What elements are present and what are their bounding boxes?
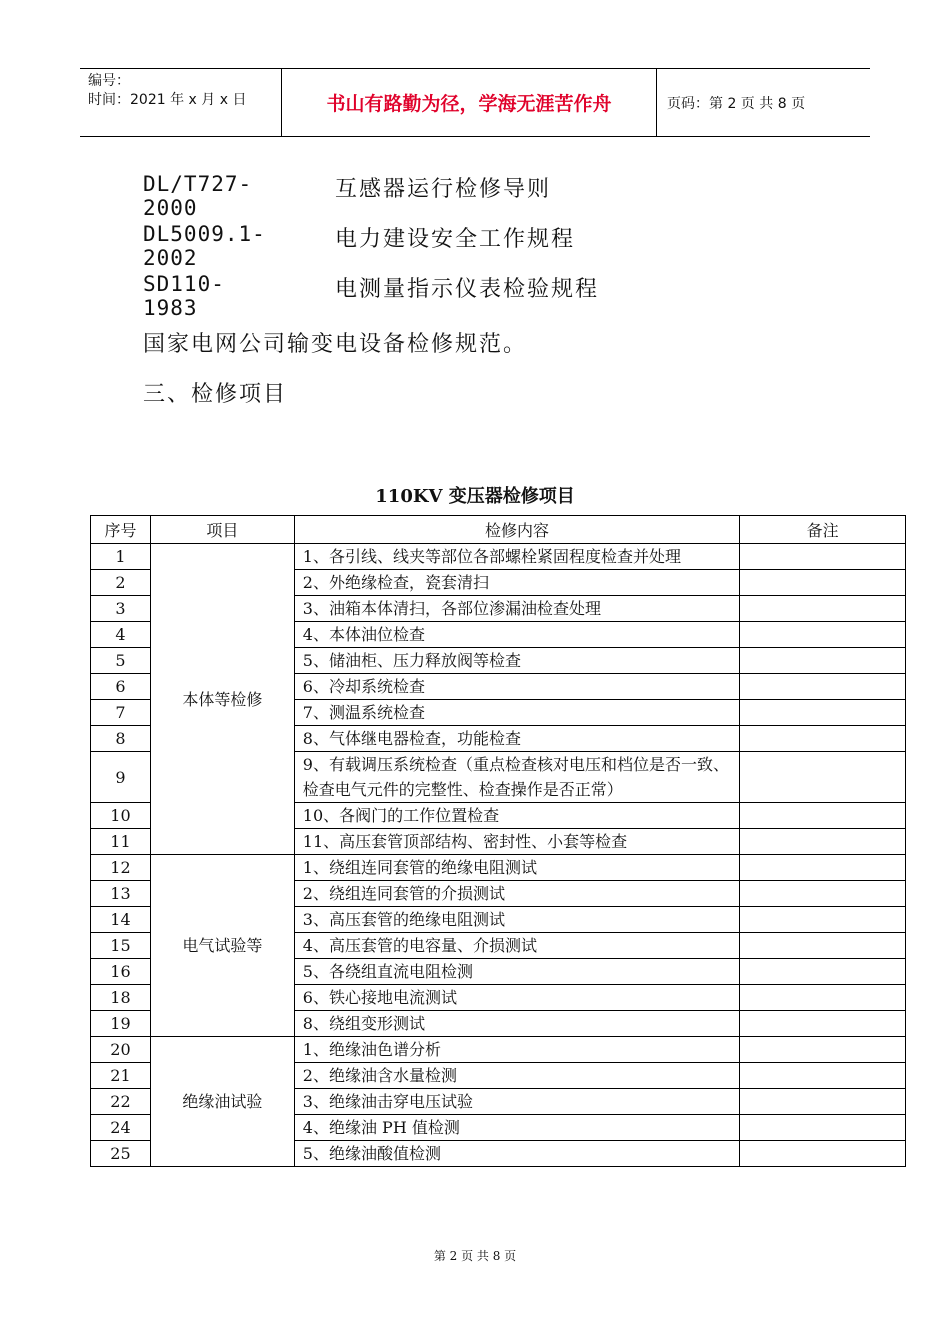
table-row	[91, 1037, 906, 1063]
row-content: 3、绝缘油击穿电压试验	[294, 1089, 739, 1115]
row-number: 16	[91, 959, 151, 985]
reference-code: SD110-1983	[143, 272, 225, 320]
row-number: 10	[91, 803, 151, 829]
header-cell-item: 项目	[150, 516, 294, 544]
row-number: 13	[91, 881, 151, 907]
row-number: 9	[91, 752, 151, 803]
row-content: 2、外绝缘检查，瓷套清扫	[294, 570, 739, 596]
row-number: 25	[91, 1141, 151, 1167]
category-cell: 电气试验等	[150, 855, 294, 1037]
row-content: 6、冷却系统检查	[294, 674, 739, 700]
row-number: 3	[91, 596, 151, 622]
row-number: 4	[91, 622, 151, 648]
row-remark	[740, 1115, 906, 1141]
row-content: 10、各阀门的工作位置检查	[294, 803, 739, 829]
row-content: 1、绝缘油色谱分析	[294, 1037, 739, 1063]
row-number: 14	[91, 907, 151, 933]
row-number: 7	[91, 700, 151, 726]
row-content: 7、测温系统检查	[294, 700, 739, 726]
row-remark	[740, 674, 906, 700]
row-number: 22	[91, 1089, 151, 1115]
number-label: 编号：	[88, 73, 130, 89]
category-cell: 绝缘油试验	[150, 1037, 294, 1167]
body-paragraph: 国家电网公司输变电设备检修规范。	[143, 332, 528, 357]
row-number: 18	[91, 985, 151, 1011]
row-remark	[740, 1037, 906, 1063]
row-remark	[740, 829, 906, 855]
header-cell-no: 序号	[91, 516, 151, 544]
row-remark	[740, 596, 906, 622]
row-remark	[740, 959, 906, 985]
row-remark	[740, 907, 906, 933]
row-content: 5、绝缘油酸值检测	[294, 1141, 739, 1167]
row-content: 4、绝缘油 PH 值检测	[294, 1115, 739, 1141]
row-content: 4、本体油位检查	[294, 622, 739, 648]
reference-code: DL/T727-2000	[143, 172, 253, 220]
header-page-info: 页码：第 2 页 共 8 页	[667, 95, 806, 112]
row-content: 5、储油柜、压力释放阀等检查	[294, 648, 739, 674]
header-cell-content: 检修内容	[294, 516, 739, 544]
row-number: 8	[91, 726, 151, 752]
row-content: 1、绕组连同套管的绝缘电阻测试	[294, 855, 739, 881]
row-content: 2、绝缘油含水量检测	[294, 1063, 739, 1089]
reference-name: 互感器运行检修导则	[335, 177, 552, 202]
reference-name: 电力建设安全工作规程	[335, 227, 576, 252]
section-heading: 三、检修项目	[143, 382, 288, 407]
table-header-row	[91, 516, 906, 544]
row-remark	[740, 700, 906, 726]
row-content: 3、高压套管的绝缘电阻测试	[294, 907, 739, 933]
row-remark	[740, 985, 906, 1011]
row-remark	[740, 933, 906, 959]
page-header	[80, 68, 870, 137]
row-number: 1	[91, 544, 151, 570]
row-content: 3、油箱本体清扫，各部位渗漏油检查处理	[294, 596, 739, 622]
row-content: 4、高压套管的电容量、介损测试	[294, 933, 739, 959]
row-remark	[740, 1141, 906, 1167]
header-motto: 书山有路勤为径，学海无涯苦作舟	[282, 69, 657, 136]
maintenance-table	[90, 515, 906, 1167]
row-content: 2、绕组连同套管的介损测试	[294, 881, 739, 907]
row-number: 12	[91, 855, 151, 881]
row-content: 1、各引线、线夹等部位各部螺栓紧固程度检查并处理	[294, 544, 739, 570]
row-remark	[740, 544, 906, 570]
row-content: 8、气体继电器检查，功能检查	[294, 726, 739, 752]
reference-code: DL5009.1-2002	[143, 222, 266, 270]
row-number: 6	[91, 674, 151, 700]
row-remark	[740, 855, 906, 881]
category-cell: 本体等检修	[150, 544, 294, 855]
row-content: 8、绕组变形测试	[294, 1011, 739, 1037]
row-remark	[740, 1089, 906, 1115]
row-number: 2	[91, 570, 151, 596]
table-row	[91, 544, 906, 570]
table-title: 110KV 变压器检修项目	[375, 486, 575, 507]
row-number: 20	[91, 1037, 151, 1063]
row-remark	[740, 1011, 906, 1037]
header-meta	[80, 69, 282, 136]
header-cell-remark: 备注	[740, 516, 906, 544]
row-number: 5	[91, 648, 151, 674]
row-content: 5、各绕组直流电阻检测	[294, 959, 739, 985]
row-content: 11、高压套管顶部结构、密封性、小套等检查	[294, 829, 739, 855]
row-remark	[740, 752, 906, 803]
row-remark	[740, 570, 906, 596]
row-content: 9、有载调压系统检查（重点检查核对电压和档位是否一致、检查电气元件的完整性、检查操作是否正常）	[294, 752, 739, 803]
table-row	[91, 855, 906, 881]
row-remark	[740, 803, 906, 829]
row-number: 11	[91, 829, 151, 855]
time-label: 时间：2021 年 x 月 x 日	[88, 92, 247, 108]
row-number: 19	[91, 1011, 151, 1037]
page-footer: 第 2 页 共 8 页	[433, 1249, 517, 1263]
row-number: 21	[91, 1063, 151, 1089]
row-remark	[740, 622, 906, 648]
row-content: 6、铁心接地电流测试	[294, 985, 739, 1011]
row-remark	[740, 1063, 906, 1089]
row-remark	[740, 726, 906, 752]
row-number: 15	[91, 933, 151, 959]
reference-name: 电测量指示仪表检验规程	[335, 277, 600, 302]
row-remark	[740, 648, 906, 674]
row-remark	[740, 881, 906, 907]
row-number: 24	[91, 1115, 151, 1141]
